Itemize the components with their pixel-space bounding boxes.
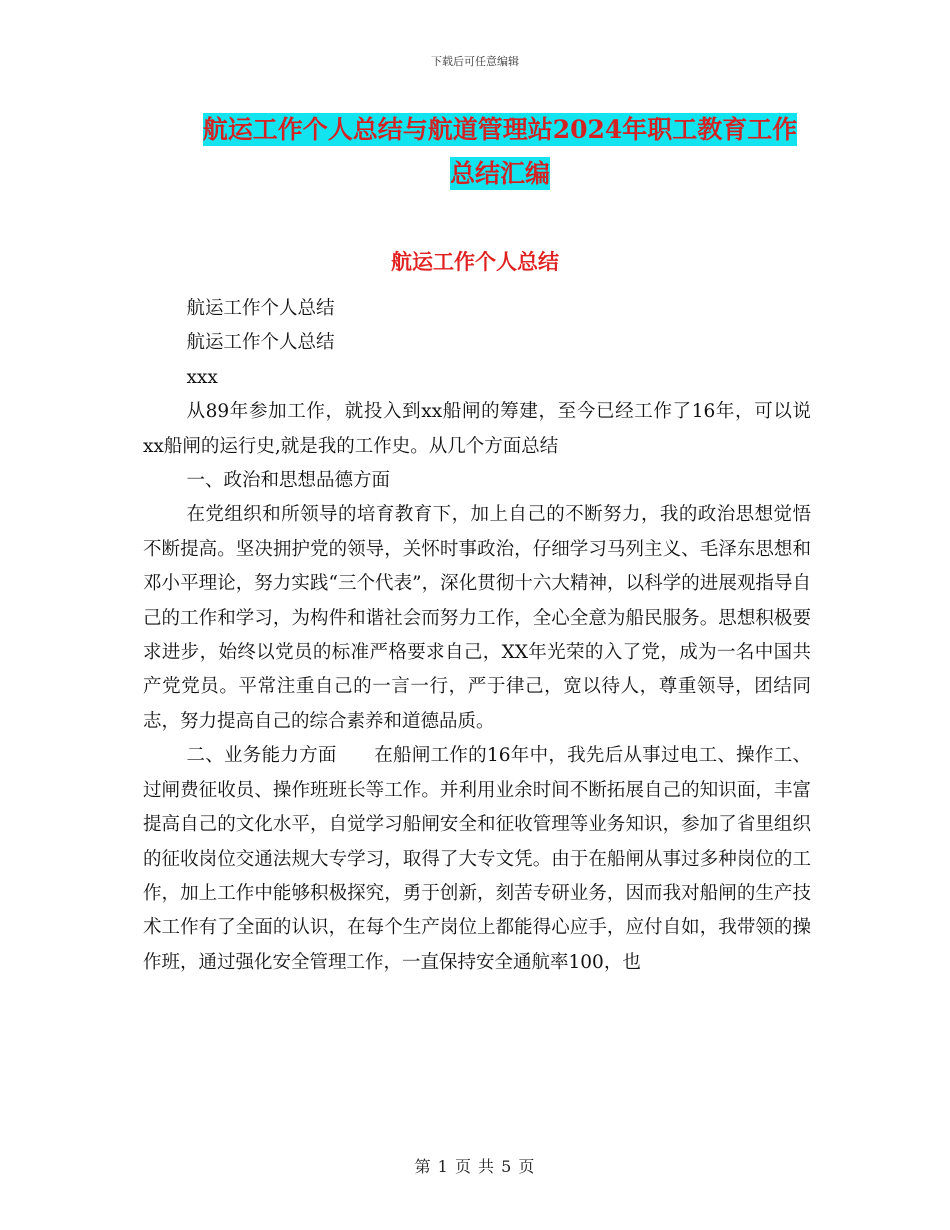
paragraph-intro: 从89年参加工作，就投入到xx船闸的筹建，至今已经工作了16年，可以说xx船闸的运行史,就是我的工作史。从几个方面总结 [143, 401, 811, 457]
section-title: 航运工作个人总结 [391, 249, 559, 274]
paragraph-business-ability: 二、业务能力方面 在船闸工作的16年中，我先后从事过电工、操作工、过闸费征收员、操作班班长等工作。并利用业余时间不断拓展自己的知识面，丰富提高自己的文化水平，自觉学习船闸安全和征收管理等业务知识，参加了省里组织的征收岗位交通法规大专学习，取得了大专文凭。由于在船闸从事过多种岗位的工作，加上工作中能够积极探究，勇于创新，刻苦专研业务，因而我对船闸的生产技术工作有了全面的认识，在每个生产岗位上都能得心应手，应付自如，我带领的操作班，通过强化安全管理工作，一直保持安全通航率100，也 [143, 745, 811, 973]
page-footer: 第 1 页 共 5 页 [414, 1157, 536, 1176]
body-text [143, 292, 811, 980]
document-title-line-1: 航运工作个人总结与航道管理站2024年职工教育工作 [202, 115, 798, 144]
document-title-line-2: 总结汇编 [449, 159, 550, 188]
paragraph-politics: 在党组织和所领导的培育教育下，加上自己的不断努力，我的政治思想觉悟不断提高。坚决拥护党的领导，关怀时事政治，仔细学习马列主义、毛泽东思想和邓小平理论，努力实践“三个代表”，深化贯彻十六大精神，以科学的进展观指导自己的工作和学习，为构件和谐社会而努力工作，全心全意为船民服务。思想积极要求进步，始终以党员的标准严格要求自己，XX年光荣的入了党，成为一名中国共产党党员。平常注重自己的一言一行，严于律己，宽以待人，尊重领导，团结同志，努力提高自己的综合素养和道德品质。 [143, 504, 811, 732]
paragraph-subtitle-2: 航运工作个人总结 [186, 332, 335, 354]
paragraph-author: xxx [186, 366, 218, 388]
header-note: 下载后可任意编辑 [431, 55, 519, 68]
paragraph-heading-politics: 一、政治和思想品德方面 [186, 470, 390, 492]
document-title [140, 108, 860, 196]
paragraph-subtitle-1: 航运工作个人总结 [186, 298, 335, 319]
